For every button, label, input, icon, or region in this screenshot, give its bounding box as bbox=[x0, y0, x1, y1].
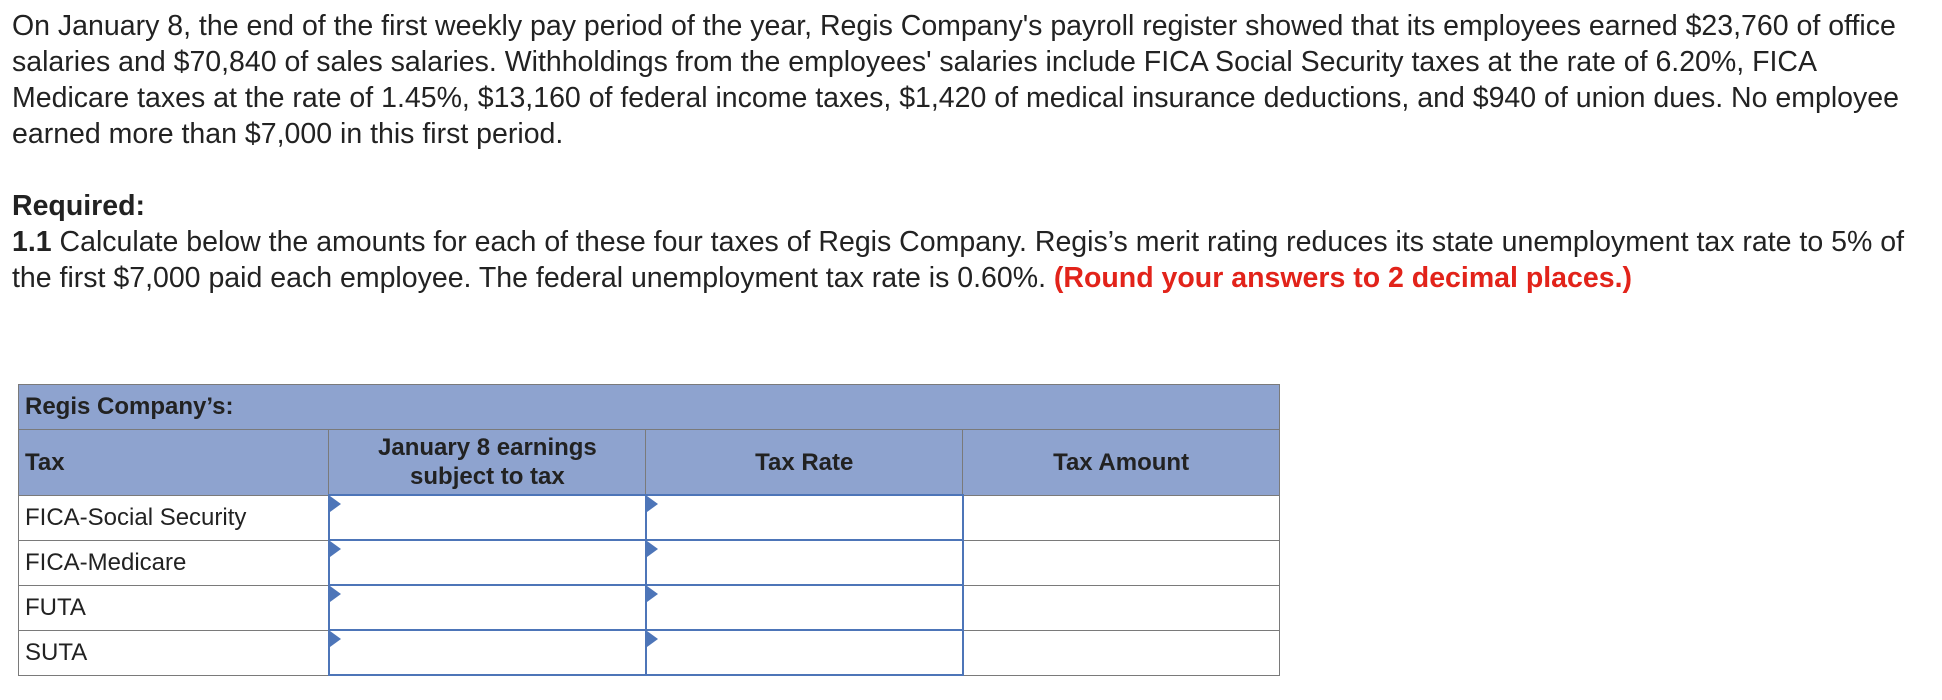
amount-cell-fica-medicare bbox=[963, 540, 1280, 585]
problem-statement bbox=[12, 8, 1927, 296]
header-tax-rate: Tax Rate bbox=[646, 430, 963, 496]
tax-table bbox=[18, 384, 1280, 676]
requirement-text: Calculate below the amounts for each of these four taxes of Regis Company. Regis’s merit rating reduces its state unemployment tax rate to 5% of the first $7,000 paid each employee. The federal unemployment tax rate is 0.60%. bbox=[12, 226, 1904, 294]
table-row bbox=[19, 495, 1280, 540]
earnings-input-fica-medicare[interactable] bbox=[330, 541, 645, 584]
earnings-cell bbox=[329, 495, 646, 540]
table-row bbox=[19, 585, 1280, 630]
table-row bbox=[19, 630, 1280, 675]
earnings-cell bbox=[329, 630, 646, 675]
requirement-number: 1.1 bbox=[12, 226, 52, 258]
earnings-input-futa[interactable] bbox=[330, 586, 645, 629]
amount-cell-futa bbox=[963, 585, 1280, 630]
rate-input-suta[interactable] bbox=[647, 631, 962, 674]
rate-cell bbox=[646, 585, 963, 630]
required-section bbox=[12, 188, 1927, 296]
row-tax-label: SUTA bbox=[19, 630, 329, 675]
required-heading: Required: bbox=[12, 190, 146, 222]
table-row bbox=[19, 540, 1280, 585]
row-tax-label: FICA-Medicare bbox=[19, 540, 329, 585]
header-earnings: January 8 earnings subject to tax bbox=[329, 430, 646, 496]
table-caption-row bbox=[19, 385, 1280, 430]
rate-input-fica-medicare[interactable] bbox=[647, 541, 962, 584]
earnings-input-fica-ss[interactable] bbox=[330, 496, 645, 539]
header-tax-amount: Tax Amount bbox=[963, 430, 1280, 496]
header-tax: Tax bbox=[19, 430, 329, 496]
rate-cell bbox=[646, 495, 963, 540]
rate-input-fica-ss[interactable] bbox=[647, 496, 962, 539]
row-tax-label: FUTA bbox=[19, 585, 329, 630]
rate-cell bbox=[646, 540, 963, 585]
amount-cell-suta bbox=[963, 630, 1280, 675]
amount-cell-fica-ss bbox=[963, 495, 1280, 540]
earnings-cell bbox=[329, 585, 646, 630]
table-caption: Regis Company’s: bbox=[19, 385, 1280, 430]
rate-input-futa[interactable] bbox=[647, 586, 962, 629]
earnings-cell bbox=[329, 540, 646, 585]
rounding-note: (Round your answers to 2 decimal places.) bbox=[1053, 262, 1632, 294]
problem-intro: On January 8, the end of the first weekly pay period of the year, Regis Company's payroll register showed that its employees earned $23,760 of office salaries and $70,840 of sales salaries. Withholdings from the employees' salaries include FICA Social Security taxes at the rate of 6.20%, FICA Medicare taxes at the rate of 1.45%, $13,160 of federal income taxes, $1,420 of medical insurance deductions, and $940 of union dues. No employee earned more than $7,000 in this first period. bbox=[12, 10, 1899, 150]
row-tax-label: FICA-Social Security bbox=[19, 495, 329, 540]
requirement-1-1 bbox=[12, 224, 1927, 296]
table-header-row bbox=[19, 430, 1280, 496]
rate-cell bbox=[646, 630, 963, 675]
earnings-input-suta[interactable] bbox=[330, 631, 645, 674]
